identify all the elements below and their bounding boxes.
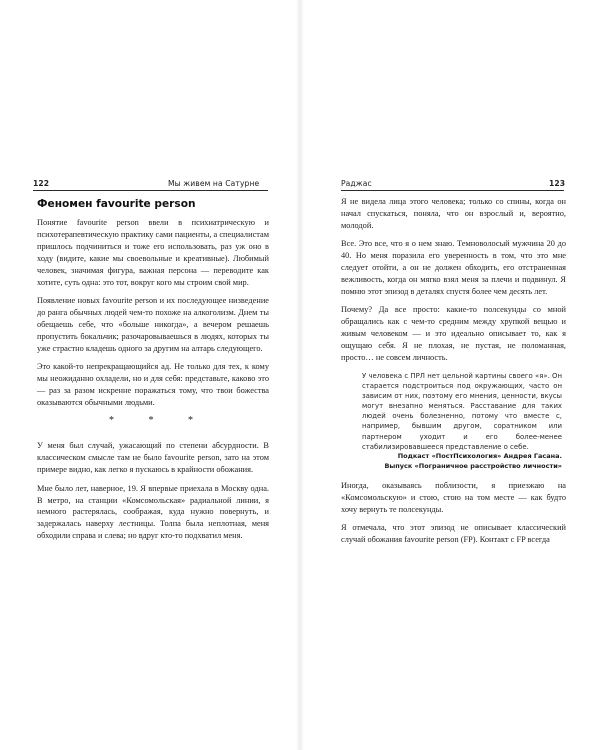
section-separator: * * *: [109, 415, 209, 427]
paragraph: Это какой-то непрекращающийся ад. Не только для тех, к кому мы неожиданно охладели, но и для себя: представьте, каково это — раз за разом искренне поражаться тому, что твои божества оказываются обычными людьми.: [37, 362, 269, 407]
right-page: [300, 0, 600, 750]
section-heading: Феномен favourite person: [37, 198, 196, 210]
page-number: 123: [549, 179, 566, 188]
text-column: [37, 196, 269, 549]
paragraph: Я отмечала, что этот эпизод не описывает классический случай обожания favourite person (FP). Контакт с FP всегда: [341, 523, 566, 545]
text-column: [341, 196, 566, 553]
page-number: 122: [33, 179, 50, 188]
paragraph: У меня был случай, ужасающий по степени абсурдности. В классическом смысле там не было favourite person, зато на этом примере видно, как легко я пускаюсь в крайности обожания.: [37, 441, 269, 475]
quote-text: У человека с ПРЛ нет цельной картины своего «я». Он старается подстроиться под окружающих, часто он зависим от них, поэтому его мнения, ценности, вкусы могут внезапно меняться. Расставание для таких людей очень болезненно, потому что вместе с, например, бывшим другом, соратником или партнером уходит и его более-менее стабилизировавшееся представление о себе.: [362, 371, 562, 451]
paragraph: Понятие favourite person ввели в психиатрическую и психотерапевтическую практику сами пациенты, а специалистам пришлось подчиниться и тоже его использовать, раз уж оно в ходу (видите, какие мы своевольные и креативные). Любимый человек, значимая фигура, важная персона — переводите как хотите, суть одна: это тот, вокруг кого мы строим свой мир.: [37, 218, 269, 287]
quote-source-episode: Выпуск «Пограничное расстройство личности»: [384, 461, 562, 470]
header-rule: [341, 190, 564, 191]
block-quote: [362, 371, 562, 472]
running-header-title: Раджас: [341, 179, 372, 188]
running-header-title: Мы живем на Сатурне: [168, 179, 260, 188]
paragraph: Мне было лет, наверное, 19. Я впервые приехала в Москву одна. В метро, на станции «Комсомольская» радиальной линии, я немного растерялась, соображая, куда нужно повернуть, и задержалась наверху лестницы. Толпа была неплотная, меня обходили справа и слева; но вдруг кто-то подхватил меня.: [37, 483, 269, 541]
paragraph: Все. Это все, что я о нем знаю. Темноволосый мужчина 20 до 40. Но меня поразила его уверенность в том, что это мне следует отойти, а он не должен обходить, его отстраненная вежливость, когда он мягко взял меня за плечи и подвинул. Я помню этот эпизод в деталях спустя более чем десять лет.: [341, 239, 566, 296]
paragraph: Иногда, оказываясь поблизости, я приезжаю на «Комсомольскую» и стою, стою на том месте — как будто хочу вернуть те полсекунды.: [341, 481, 566, 514]
header-rule: [33, 190, 268, 191]
paragraph: Появление новых favourite person и их последующее низведение до ранга обычных людей чем-то похоже на алкоголизм. Днем ты обещаешь себе, что «больше никогда», а вечером решаешь пропустить бокальчик; разочаровываешься в людях, которых ты уже страстно кладешь одного за другим на алтарь следующего.: [37, 296, 269, 353]
paragraph: Почему? Да все просто: какие-то полсекунды со мной обращались как с чем-то средним между хрупкой вещью и живым человеком — и это идеально описывает то, как я ощущаю себя. Я не плохая, не пустая, не поломанная, просто… не совсем личность.: [341, 305, 566, 363]
quote-source: Подкаст «ПостПсихология» Андрея Гасана.: [397, 452, 562, 461]
paragraph: Я не видела лица этого человека; только со спины, когда он начал спускаться, поняла, что он взрослый и, вероятно, молодой.: [341, 197, 566, 230]
book-gutter: [296, 0, 304, 750]
